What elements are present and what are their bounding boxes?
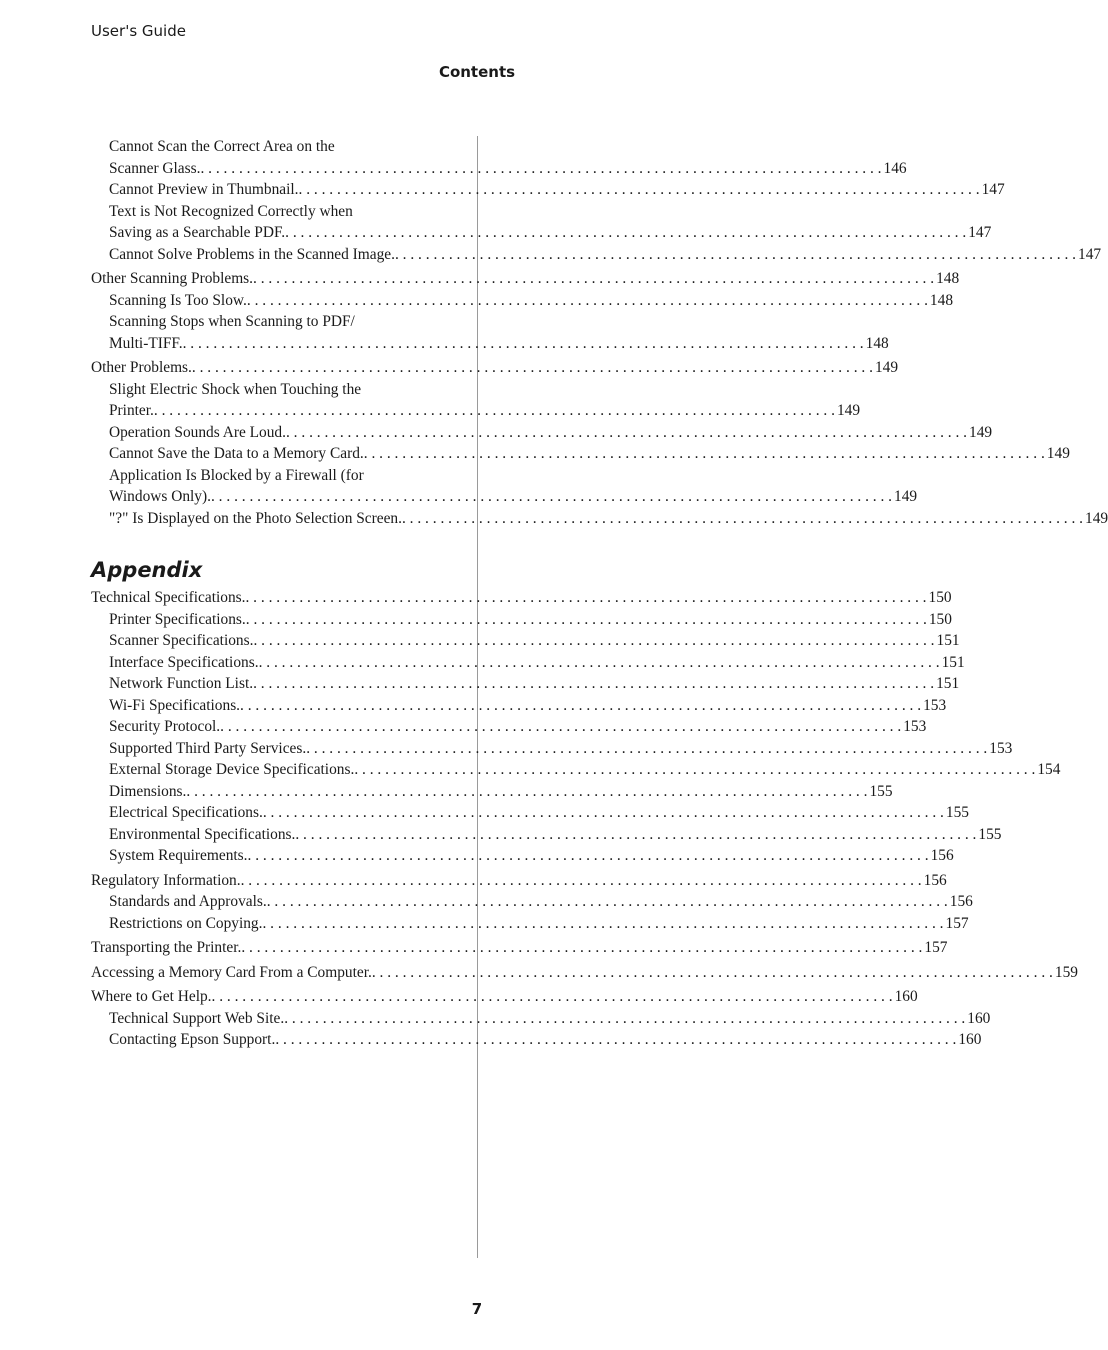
toc-entry-page: 149	[1046, 445, 1070, 462]
toc-entry-page: 151	[936, 675, 960, 692]
dot-leader	[402, 508, 1083, 530]
dot-leader	[211, 486, 892, 508]
toc-entry-page: 155	[869, 782, 893, 800]
toc-entry-title: Application Is Blocked by a Firewall (for	[109, 466, 364, 484]
toc-entry-title: Cannot Save the Data to a Memory Card.	[109, 445, 364, 462]
dot-leader	[299, 179, 980, 201]
toc-entry[interactable]	[91, 465, 918, 508]
toc-entry-page: 149	[1085, 509, 1108, 527]
running-header-section: Contents	[438, 63, 516, 81]
toc-entry[interactable]	[91, 913, 969, 935]
toc-entry-title: Accessing a Memory Card From a Computer.	[91, 963, 372, 981]
toc-entry-title: Environmental Specifications.	[109, 825, 296, 843]
dot-leader	[186, 781, 867, 803]
dot-leader	[372, 962, 1053, 984]
toc-entry-title: Cannot Scan the Correct Area on the	[109, 138, 335, 155]
toc-entry-page: 147	[968, 224, 992, 241]
toc-entry-title: Slight Electric Shock when Touching the	[109, 380, 362, 398]
toc-entry-page: 151	[941, 653, 965, 671]
toc-entry-title: Scanner Specifications.	[109, 632, 254, 649]
toc-list-appendix	[91, 587, 1078, 1051]
toc-entry-title: Multi-TIFF.	[109, 334, 183, 352]
dot-leader	[354, 759, 1035, 781]
toc-entry[interactable]	[91, 268, 960, 290]
page-number: 7	[471, 1300, 483, 1318]
dot-leader	[275, 1029, 956, 1051]
dot-leader	[395, 244, 1076, 266]
toc-entry-title: Restrictions on Copying.	[109, 914, 263, 932]
dot-leader	[284, 1008, 965, 1030]
toc-entry-title: Text is Not Recognized Correctly when	[109, 202, 353, 220]
toc-entry-page: 153	[989, 739, 1013, 757]
toc-entry-page: 157	[924, 939, 948, 956]
toc-entry-page: 147	[1078, 245, 1102, 263]
toc-entry[interactable]	[91, 1008, 991, 1030]
dot-leader	[154, 400, 835, 422]
toc-entry-title: Other Problems.	[91, 359, 192, 376]
toc-entry[interactable]	[91, 891, 973, 913]
toc-entry[interactable]	[91, 738, 1013, 760]
toc-entry-title: Scanner Glass.	[109, 159, 201, 177]
toc-entry-title: Regulatory Information.	[91, 871, 241, 889]
toc-entry-page: 155	[945, 804, 969, 821]
dot-leader	[262, 913, 943, 935]
dot-leader	[245, 587, 926, 609]
toc-entry-title: Security Protocol.	[109, 718, 221, 735]
toc-entry[interactable]	[91, 695, 947, 717]
dot-leader	[247, 290, 928, 312]
toc-entry-title: Operation Sounds Are Loud.	[109, 423, 286, 441]
toc-entry-page: 160	[894, 988, 918, 1005]
toc-entry-page: 148	[929, 291, 954, 309]
dot-leader	[200, 158, 881, 180]
toc-entry-title: Electrical Specifications.	[109, 804, 263, 821]
toc-entry-page: 157	[945, 914, 969, 932]
toc-entry[interactable]	[91, 443, 1070, 465]
toc-entry-title: Scanning Is Too Slow.	[109, 291, 247, 309]
toc-entry[interactable]	[91, 781, 893, 803]
toc-entry-title: Wi-Fi Specifications.	[109, 696, 241, 714]
toc-entry-title: Dimensions.	[109, 782, 187, 800]
toc-entry-page: 156	[923, 871, 947, 889]
dot-leader	[241, 937, 922, 959]
toc-entry-page: 148	[865, 334, 889, 352]
dot-leader	[364, 443, 1045, 465]
toc-entry-page: 160	[958, 1031, 982, 1048]
dot-leader	[220, 716, 901, 738]
dot-leader	[253, 673, 934, 695]
toc-entry[interactable]	[91, 422, 993, 444]
dot-leader	[248, 845, 929, 867]
toc-entry-page: 151	[936, 632, 960, 649]
toc-entry-page: 156	[930, 847, 954, 864]
toc-entry[interactable]	[91, 759, 1061, 781]
toc-entry-page: 156	[949, 893, 973, 910]
toc-entry[interactable]	[91, 136, 907, 179]
dot-leader	[263, 802, 944, 824]
toc-entry-title: External Storage Device Specifications.	[109, 761, 355, 778]
toc-entry-title: Contacting Epson Support.	[109, 1031, 276, 1048]
dot-leader	[286, 422, 967, 444]
toc-entry[interactable]	[91, 508, 1108, 530]
toc-entry-title: Printer Specifications.	[109, 610, 246, 628]
toc-entry[interactable]	[91, 845, 954, 867]
toc-entry[interactable]	[91, 630, 960, 652]
dot-leader	[240, 695, 921, 717]
toc-entry-page: 146	[883, 159, 907, 177]
dot-leader	[183, 333, 864, 355]
toc-entry-title: Cannot Solve Problems in the Scanned Image.	[109, 245, 395, 263]
toc-entry-page: 153	[923, 696, 947, 714]
toc-entry-page: 154	[1037, 761, 1061, 778]
toc-entry[interactable]	[91, 201, 992, 244]
dot-leader	[259, 652, 940, 674]
toc-entry[interactable]	[91, 179, 1005, 201]
toc-entry[interactable]	[91, 290, 954, 312]
toc-entry[interactable]	[91, 986, 918, 1008]
toc-entry-page: 160	[967, 1009, 991, 1027]
toc-entry-page: 149	[894, 488, 918, 505]
toc-entry[interactable]	[91, 244, 1102, 266]
toc-entry-title: Supported Third Party Services.	[109, 739, 307, 757]
toc-entry-title: Scanning Stops when Scanning to PDF/	[109, 313, 355, 330]
toc-entry-title: "?" Is Displayed on the Photo Selection Screen.	[109, 509, 402, 527]
dot-leader	[253, 630, 934, 652]
toc-entry[interactable]	[91, 652, 965, 674]
toc-entry[interactable]	[91, 1029, 982, 1051]
toc-entry-title: Transporting the Printer.	[91, 939, 242, 956]
table-of-contents	[91, 136, 1108, 1051]
toc-entry[interactable]	[91, 357, 899, 379]
toc-entry-title: Interface Specifications.	[109, 653, 259, 671]
toc-entry[interactable]	[91, 824, 1002, 846]
toc-entry-page: 149	[836, 402, 861, 419]
dot-leader	[253, 268, 934, 290]
dot-leader	[241, 870, 922, 892]
toc-entry-title: Standards and Approvals.	[109, 893, 267, 910]
dot-leader	[295, 824, 976, 846]
toc-entry-page: 150	[928, 610, 952, 628]
toc-entry[interactable]	[91, 962, 1078, 984]
toc-list-troubleshooting	[91, 136, 1108, 529]
appendix-heading: Appendix	[91, 558, 203, 582]
toc-entry-title: Technical Support Web Site.	[109, 1009, 285, 1027]
dot-leader	[267, 891, 948, 913]
toc-entry-title: Where to Get Help.	[91, 988, 212, 1005]
toc-entry[interactable]	[91, 587, 952, 609]
dot-leader	[285, 222, 966, 244]
toc-entry-page: 153	[903, 718, 927, 735]
toc-entry[interactable]	[91, 609, 952, 631]
toc-entry-page: 159	[1054, 963, 1078, 981]
toc-entry[interactable]	[91, 673, 960, 695]
toc-entry[interactable]	[91, 716, 927, 738]
toc-entry[interactable]	[91, 870, 947, 892]
toc-entry[interactable]	[91, 802, 969, 824]
toc-entry-title: Windows Only).	[109, 488, 211, 505]
toc-entry[interactable]	[91, 311, 889, 354]
toc-entry-title: Printer.	[109, 402, 154, 419]
running-header-guide: User's Guide	[91, 22, 186, 40]
toc-entry-title: Network Function List.	[109, 675, 254, 692]
toc-entry-page: 155	[978, 825, 1002, 843]
dot-leader	[192, 357, 873, 379]
toc-entry-title: Other Scanning Problems.	[91, 270, 254, 287]
toc-entry[interactable]	[91, 379, 861, 422]
dot-leader	[246, 609, 927, 631]
toc-entry-page: 149	[874, 359, 899, 376]
toc-entry[interactable]	[91, 937, 948, 959]
toc-entry-page: 150	[928, 589, 952, 606]
toc-entry-page: 147	[981, 181, 1005, 198]
toc-entry-title: Saving as a Searchable PDF.	[109, 224, 286, 241]
toc-entry-page: 149	[969, 423, 993, 441]
toc-entry-title: Cannot Preview in Thumbnail.	[109, 181, 299, 198]
dot-leader	[212, 986, 893, 1008]
toc-entry-page: 148	[936, 270, 960, 287]
toc-entry-title: Technical Specifications.	[91, 589, 246, 606]
toc-entry-title: System Requirements.	[109, 847, 248, 864]
dot-leader	[306, 738, 987, 760]
